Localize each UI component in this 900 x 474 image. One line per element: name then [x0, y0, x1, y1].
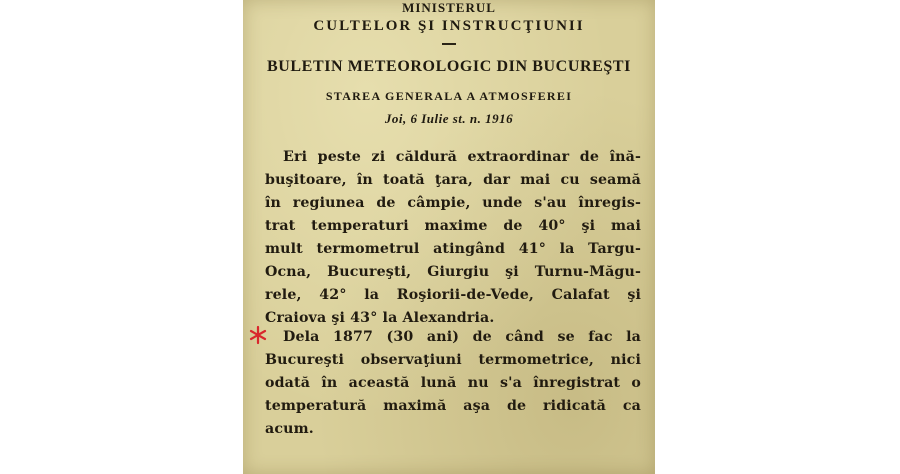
text-line: odată în această lună nu s'a înregistrat o — [265, 375, 641, 391]
bulletin-date: Joi, 6 Iulie st. n. 1916 — [384, 111, 514, 126]
text-line: mult termometrul atingând 41° la Targu- — [265, 241, 641, 257]
text-line: Eri peste zi căldură extraordinar de înă- — [283, 149, 641, 165]
ministry-line-2: CULTELOR ŞI INSTRUCŢIUNII — [313, 18, 585, 34]
ministry-line-1: MINISTERUL — [402, 0, 496, 15]
text-line: Ocna, Bucureşti, Giurgiu şi Turnu-Măgu- — [265, 264, 641, 280]
text-line: în regiunea de câmpie, unde s'au înregis- — [265, 195, 641, 211]
text-line: temperatură maximă aşa de ridicată ca — [265, 398, 641, 414]
newspaper-clipping — [243, 0, 655, 474]
text-line: trat temperaturi maxime de 40° şi mai — [265, 218, 641, 234]
text-line: Dela 1877 (30 ani) de când se fac la — [283, 329, 641, 345]
text-line: Bucureşti observaţiuni termometrice, nici — [265, 352, 641, 368]
bulletin-title: BULETIN METEOROLOGIC DIN BUCUREŞTI — [266, 58, 632, 75]
text-line: buşitoare, în toată ţara, dar mai cu seamă — [265, 172, 641, 188]
header-divider — [442, 43, 456, 45]
text-line: acum. — [265, 421, 314, 437]
bulletin-subtitle: STAREA GENERALA A ATMOSFEREI — [325, 89, 573, 103]
text-line: rele, 42° la Roşiorii-de-Vede, Calafat şi — [265, 287, 641, 303]
text-line: Craiova şi 43° la Alexandria. — [265, 310, 495, 326]
red-asterisk-icon — [248, 325, 268, 345]
